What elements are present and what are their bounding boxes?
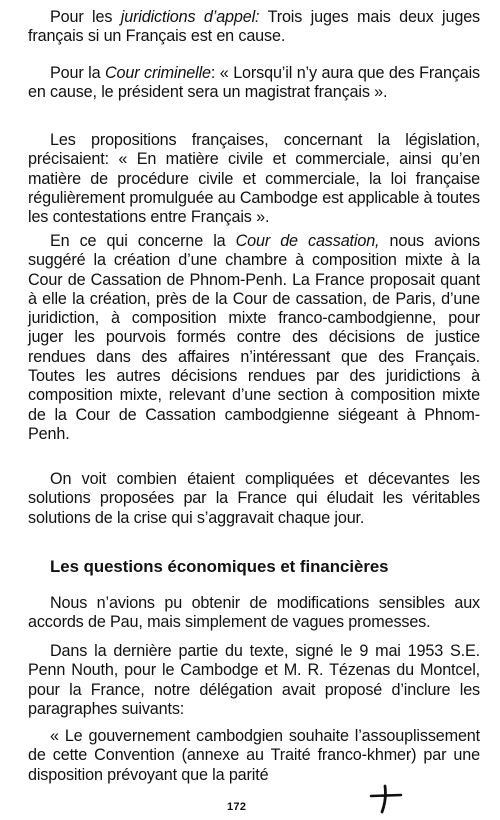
paragraph-text: nous avions suggéré la création d’une chambre à composition mixte à la Cour de Cassation de Phnom-Penh. La France proposait quant à elle la création, près de la Cour de cassation, de Paris, d’une juridiction, à composition mixte franco-cambodgienne, pour juger les pourvois formés contre des décisions de justice rendues dans des affaires n’intéressant que des Français. Toutes les autres décisions rendues par des juridictions à composition mixte, relevant d’une section à composition mixte de la Cour de Cassation cambodgienne siégeant à Phnom-Penh. — [28, 232, 480, 443]
paragraph-criminal-court — [28, 64, 480, 103]
paragraph-text: : « Lorsqu’il n’y aura que des Français en cause, le président sera un magistrat français ». — [28, 64, 481, 102]
paragraph-text: Trois juges mais deux juges français si un Français est en cause. — [28, 8, 481, 46]
paragraph-intro: Pour les — [50, 8, 121, 26]
paragraph-text: Nous n’avions pu obtenir de modifications sensibles aux accords de Pau, mais simplement de vagues promesses. — [28, 594, 480, 632]
paragraph-intro: Pour la — [50, 64, 105, 82]
paragraph-text: On voit combien étaient compliquées et décevantes les solutions proposées par la France qui éludait les véritables solutions de la crise qui s’aggravait chaque jour. — [28, 470, 480, 527]
paragraph-pau-accords — [28, 594, 480, 633]
paragraph-signed-text — [28, 642, 480, 719]
emphasis-term: Cour criminelle — [105, 64, 211, 82]
paragraph-appeal-courts — [28, 8, 480, 47]
emphasis-term: juridictions d’appel: — [120, 8, 260, 26]
page-number: 172 — [227, 801, 247, 813]
paragraph-text: Les propositions françaises, concernant la législation, précisaient: « En matière civile et commerciale, ainsi qu’en matière de procédure civile et commerciale, la loi française régulièrement promulguée au Cambodge est applicable à toutes les contestations entre Français ». — [28, 131, 480, 227]
paragraph-quotation — [28, 727, 480, 785]
paragraph-cassation — [28, 232, 480, 444]
paragraph-solutions — [28, 470, 480, 528]
paragraph-legislation — [28, 131, 480, 227]
paragraph-intro: En ce qui concerne la — [50, 232, 236, 250]
handwritten-cross-mark — [368, 784, 404, 814]
section-heading: Les questions économiques et financières — [50, 557, 389, 576]
paragraph-text: « Le gouvernement cambodgien souhaite l’assouplissement de cette Convention (annexe au Traité franco-khmer) par une disposition prévoyant que la parité — [28, 727, 480, 784]
emphasis-term: Cour de cassation, — [235, 232, 380, 250]
paragraph-text: Dans la dernière partie du texte, signé le 9 mai 1953 S.E. Penn Nouth, pour le Cambodge et M. R. Tézenas du Montcel, pour la France, notre délégation avait proposé d’inclure les paragraphes suivants: — [28, 642, 480, 718]
